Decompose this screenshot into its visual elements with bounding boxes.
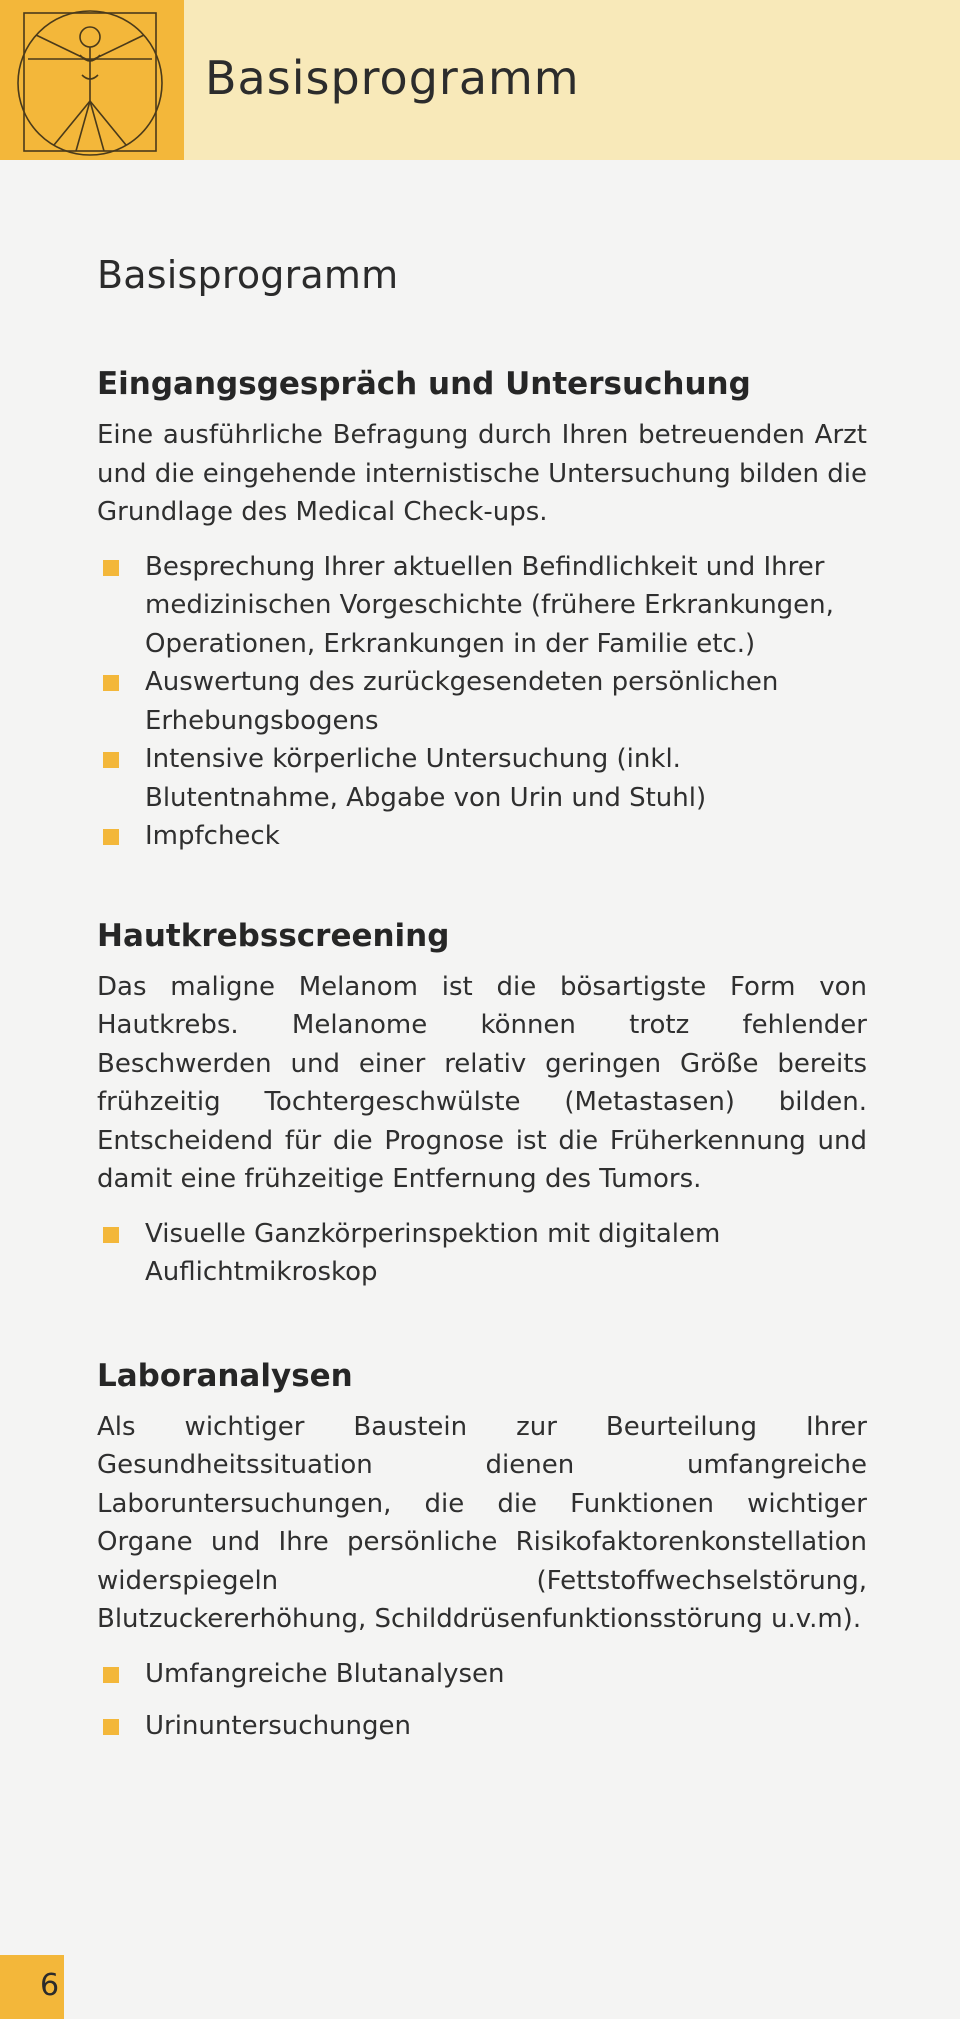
section-hautkrebsscreening xyxy=(97,914,867,1292)
bullet-list xyxy=(97,1655,867,1746)
list-item xyxy=(97,1655,867,1694)
page-title: Basisprogramm xyxy=(97,253,399,297)
bullet-list xyxy=(97,1215,867,1292)
page-number: 6 xyxy=(40,1968,60,2003)
logo-box xyxy=(0,0,184,160)
square-bullet-icon xyxy=(103,752,119,768)
list-item-text: Impfcheck xyxy=(145,821,280,851)
section-heading: Eingangsgespräch und Untersuchung xyxy=(97,366,751,402)
main-content xyxy=(97,250,867,1746)
square-bullet-icon xyxy=(103,1719,119,1735)
section-heading: Hautkrebsscreening xyxy=(97,917,450,954)
list-item xyxy=(97,740,867,817)
list-item xyxy=(97,548,867,664)
section-paragraph: Das maligne Melanom ist die bösartigste Form von Hautkrebs. Melanome können trotz fehlender Beschwerden und einer relativ geringen Größe bereits frühzeitig Tochtergeschwülste (Metastasen) bilden. Entscheidend für die Prognose ist die Früherkennung und damit eine frühzeitige Entfernung des Tumors. xyxy=(97,971,867,1194)
list-item-text: Besprechung Ihrer aktuellen Befindlichkeit und Ihrer medizinischen Vorgeschichte (frühere Erkrankungen, Operationen, Erkrankungen in der Familie etc.) xyxy=(145,551,834,659)
list-item-text: Auswertung des zurückgesendeten persönlichen Erhebungsbogens xyxy=(145,667,779,736)
section-heading: Laboranalysen xyxy=(97,1357,353,1394)
header-title: Basisprogramm xyxy=(205,51,580,105)
list-item-text: Umfangreiche Blutanalysen xyxy=(145,1658,505,1689)
list-item xyxy=(97,817,867,856)
list-item-text: Urinuntersuchungen xyxy=(145,1711,411,1741)
square-bullet-icon xyxy=(103,829,119,845)
section-paragraph: Eine ausführliche Befragung durch Ihren betreuenden Arzt und die eingehende internistische Untersuchung bilden die Grundlage des Medical Check-ups. xyxy=(97,420,867,527)
section-paragraph: Als wichtiger Baustein zur Beurteilung Ihrer Gesundheitssituation dienen umfangreiche Laboruntersuchungen, die die Funktionen wichtiger Organe und Ihre persönliche Risikofaktorenkonstellation widerspiegeln (Fettstoffwechselstörung, Blutzuckererhöhung, Schilddrüsenfunktionsstörung u.v.m). xyxy=(97,1411,867,1634)
square-bullet-icon xyxy=(103,675,119,691)
vitruvian-man-icon xyxy=(10,5,170,157)
list-item xyxy=(97,1215,867,1292)
square-bullet-icon xyxy=(103,1227,119,1243)
list-item-text: Intensive körperliche Untersuchung (inkl. Blutentnahme, Abgabe von Urin und Stuhl) xyxy=(145,744,707,813)
square-bullet-icon xyxy=(103,1667,119,1683)
list-item xyxy=(97,1707,867,1746)
square-bullet-icon xyxy=(103,560,119,576)
list-item xyxy=(97,663,867,740)
list-item-text: Visuelle Ganzkörperinspektion mit digitalem Auflichtmikroskop xyxy=(145,1218,721,1287)
section-laboranalysen xyxy=(97,1354,867,1746)
section-eingangsgespraech xyxy=(97,362,867,856)
bullet-list xyxy=(97,548,867,856)
header-band xyxy=(0,0,960,160)
